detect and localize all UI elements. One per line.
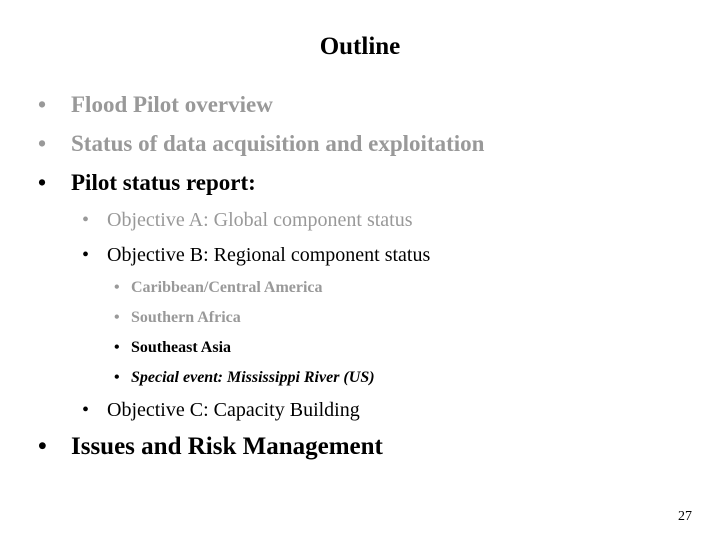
outline-item-objective-c — [82, 397, 682, 423]
outline-item-caribbean — [114, 277, 674, 299]
outline-item-objective-b — [82, 242, 682, 268]
bullet-icon: • — [114, 279, 120, 296]
page-number: 27 — [678, 509, 692, 524]
bullet-icon: • — [38, 170, 47, 195]
outline-item-data-acquisition — [38, 129, 678, 159]
bullet-icon: • — [114, 339, 120, 356]
outline-item-issues-risk — [38, 431, 678, 463]
outline-item-label: Objective B: Regional component status — [107, 244, 431, 266]
slide-title: Outline — [319, 33, 401, 60]
outline-item-label: Southeast Asia — [131, 339, 232, 356]
bullet-icon: • — [114, 309, 120, 326]
outline-item-label: Southern Africa — [131, 309, 241, 326]
outline-item-label: Caribbean/Central America — [131, 279, 323, 296]
outline-item-pilot-status-report — [38, 168, 678, 198]
bullet-icon: • — [114, 369, 120, 386]
bullet-icon: • — [38, 433, 47, 460]
bullet-icon: • — [82, 244, 90, 266]
outline-item-southeast-asia — [114, 337, 674, 359]
bullet-icon: • — [38, 92, 47, 117]
outline-item-label: Special event: Mississippi River (US) — [131, 369, 375, 386]
outline-item-southern-africa — [114, 307, 674, 329]
outline-item-label: Flood Pilot overview — [71, 92, 273, 117]
outline-item-label: Objective C: Capacity Building — [107, 399, 360, 421]
bullet-icon: • — [38, 131, 47, 156]
outline-item-objective-a — [82, 207, 682, 233]
outline-item-special-event — [114, 367, 674, 389]
outline-item-label: Issues and Risk Management — [71, 433, 383, 460]
outline-item-label: Objective A: Global component status — [107, 209, 413, 231]
outline-item-flood-pilot-overview — [38, 90, 678, 120]
outline-item-label: Pilot status report: — [71, 170, 256, 195]
bullet-icon: • — [82, 399, 90, 421]
bullet-icon: • — [82, 209, 90, 231]
outline-item-label: Status of data acquisition and exploitation — [71, 131, 485, 156]
